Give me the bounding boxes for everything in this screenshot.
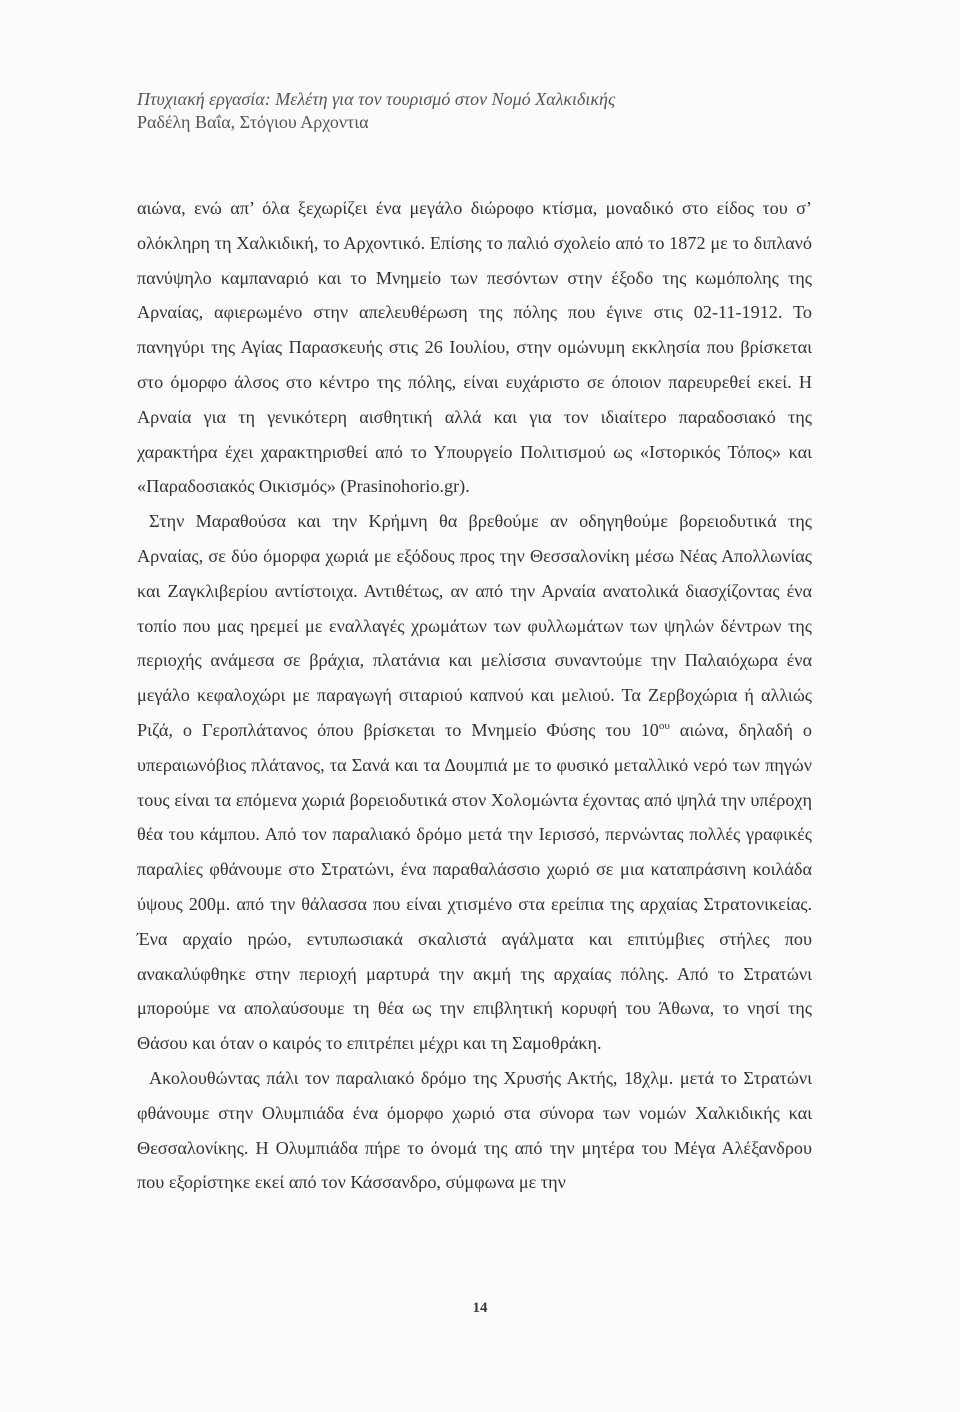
body-text bbox=[137, 191, 812, 1200]
running-header bbox=[137, 88, 837, 134]
header-thesis-title: Πτυχιακή εργασία: Μελέτη για τον τουρισμό στον Νομό Χαλκιδικής bbox=[137, 89, 616, 109]
paragraph-2 bbox=[137, 504, 812, 1061]
paragraph-3: Ακολουθώντας πάλι τον παραλιακό δρόμο της Χρυσής Ακτής, 18χλμ. μετά το Στρατώνι φθάνουμε στην Ολυμπιάδα ένα όμορφο χωριό στα σύνορα των νομών Χαλκιδικής και Θεσσαλονίκης. Η Ολυμπιάδα πήρε το όνομά της από την μητέρα του Μέγα Αλέξανδρου που εξορίστηκε εκεί από τον Κάσσανδρο, σύμφωνα με την bbox=[137, 1067, 812, 1193]
paragraph-2-text-start: Στην Μαραθούσα και την Κρήμνη θα βρεθούμε αν οδηγηθούμε βορειοδυτικά της Αρναίας, σε δύο όμορφα χωριά με εξόδους προς την Θεσσαλονίκη μέσω Νέας Απολλωνίας και Ζαγκλιβερίου αντίστοιχα. Αντιθέτως, αν από την Αρναία ανατολικά διασχίζοντας ένα τοπίο που μας ηρεμεί με εναλλαγές χρωμάτων των φυλλωμάτων των ψηλών δέντρων της περιοχής ανάμεσα σε βράχια, πλατάνια και μελίσσια συναντούμε την Παλαιόχωρα ένα μεγάλο κεφαλοχώρι με παραγωγή σιταριού καπνού και μελιού. Τα Ζερβοχώρια ή αλλιώς Ριζά, ο Γεροπλάτανος όπου βρίσκεται το Μνημείο Φύσης του 10 bbox=[137, 511, 812, 740]
century-ordinal-superscript: ου bbox=[658, 719, 670, 732]
header-authors: Ραδέλη Βαΐα, Στόγιου Αρχοντια bbox=[137, 112, 369, 132]
paragraph-2-text-end: αιώνα, δηλαδή ο υπεραιωνόβιος πλάτανος, τα Σανά και τα Δουμπιά με το φυσικό μεταλλικό νερό των πηγών τους είναι τα επόμενα χωριά βορειοδυτικά στον Χολομώντα έχοντας από ψηλά την υπέροχη θέα του κάμπου. Από τον παραλιακό δρόμο μετά την Ιερισσό, περνώντας πολλές γραφικές παραλίες φθάνουμε στο Στρατώνι, ένα παραθαλάσσιο χωριό σε μια καταπράσινη κοιλάδα ύψους 200μ. από την θάλασσα που είναι χτισμένο στα ερείπια της αρχαίας Στρατονικείας. Ένα αρχαίο ηρώο, εντυπωσιακά σκαλιστά αγάλματα και επιτύμβιες στήλες που ανακαλύφθηκε στην περιοχή μαρτυρά την ακμή της αρχαίας πόλης. Από το Στρατώνι μπορούμε να απολαύσουμε τη θέα ως την επιβλητική κορυφή του Άθωνα, το νησί της Θάσου και όταν ο καιρός το επιτρέπει μέχρι και τη Σαμοθράκη. bbox=[137, 719, 813, 1054]
paragraph-1: αιώνα, ενώ απ’ όλα ξεχωρίζει ένα μεγάλο διώροφο κτίσμα, μοναδικό στο είδος του σ’ ολόκληρη τη Χαλκιδική, το Αρχοντικό. Επίσης το παλιό σχολείο από το 1872 με το διπλανό πανύψηλο καμπαναριό και το Μνημείο των πεσόντων στην έξοδο της κωμόπολης της Αρναίας, αφιερωμένο στην απελευθέρωση της πόλης που έγινε στις 02-11-1912. Το πανηγύρι της Αγίας Παρασκευής στις 26 Ιουλίου, στην ομώνυμη εκκλησία που βρίσκεται στο όμορφο άλσος στο κέντρο της πόλης, είναι ευχάριστο σε όποιον παρευρεθεί εκεί. Η Αρναία για τη γενικότερη αισθητική αλλά και για τον ιδιαίτερο παραδοσιακό της χαρακτήρα έχει χαρακτηρισθεί από το Υπουργείο Πολιτισμού ως «Ιστορικός Τόπος» και «Παραδοσιακός Οικισμός» (Prasinohorio.gr). bbox=[137, 198, 812, 497]
page-number: 14 bbox=[472, 1300, 488, 1316]
